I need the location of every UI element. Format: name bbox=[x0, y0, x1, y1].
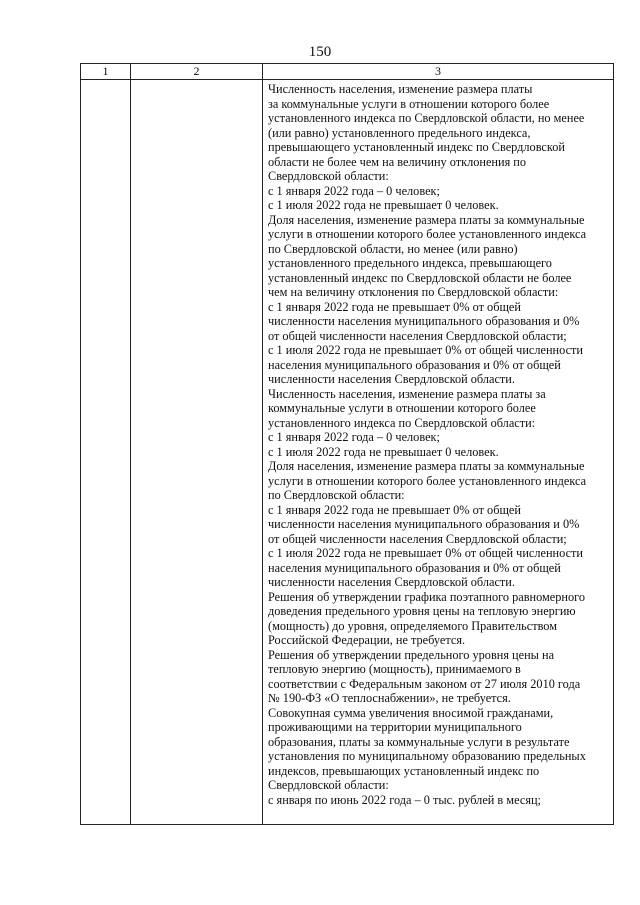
text-line: населения муниципального образования и 0% от общей bbox=[268, 560, 561, 575]
column-3-cell bbox=[263, 80, 614, 825]
text-line: установления по муниципальному образованию предельных bbox=[268, 749, 586, 763]
text-line: с 1 июля 2022 года не превышает 0% от общей численности bbox=[268, 343, 584, 357]
table-body-row bbox=[81, 80, 614, 825]
text-line: от общей численности населения Свердловской области; bbox=[268, 328, 567, 343]
text-line: с 1 января 2022 года не превышает 0% от общей bbox=[268, 502, 521, 517]
text-line: Совокупная сумма увеличения вносимой гражданами, bbox=[268, 705, 554, 720]
document-table bbox=[80, 63, 614, 825]
text-line: за коммунальные услуги в отношении которого более bbox=[268, 96, 550, 111]
text-line: образования, платы за коммунальные услуги в результате bbox=[268, 734, 570, 749]
text-line: по Свердловской области: bbox=[268, 488, 405, 502]
text-line: численности населения Свердловской области. bbox=[268, 575, 515, 589]
text-line: превышающего установленный индекс по Свердловской bbox=[268, 140, 565, 154]
column-header-1: 1 bbox=[81, 64, 131, 80]
column-header-3: 3 bbox=[263, 64, 614, 80]
text-line: с 1 января 2022 года не превышает 0% от общей bbox=[268, 299, 521, 314]
page-number: 150 bbox=[308, 44, 332, 60]
text-line: с января по июнь 2022 года – 0 тыс. рублей в месяц; bbox=[268, 792, 541, 807]
text-line: Численность населения, изменение размера платы за bbox=[268, 386, 546, 401]
text-line: населения муниципального образования и 0% от общей bbox=[268, 357, 561, 372]
column-1-cell bbox=[81, 80, 131, 825]
text-line: установленный индекс по Свердловской области не более bbox=[268, 270, 572, 285]
text-line: Свердловской области: bbox=[268, 169, 389, 183]
text-line: Свердловской области: bbox=[268, 778, 389, 792]
text-line: индексов, превышающих установленный индекс по bbox=[268, 763, 540, 778]
text-line: Доля населения, изменение размера платы за коммунальные bbox=[268, 459, 585, 473]
text-line: № 190-ФЗ «О теплоснабжении», не требуется. bbox=[268, 691, 511, 705]
text-line: коммунальные услуги в отношении которого более bbox=[268, 401, 536, 415]
text-line: тепловую энергию (мощность), принимаемого в bbox=[268, 662, 521, 676]
text-line: с 1 января 2022 года – 0 человек; bbox=[268, 430, 440, 444]
text-line: Решения об утверждении графика поэтапного равномерного bbox=[268, 589, 585, 604]
text-line: по Свердловской области, но менее (или равно) bbox=[268, 241, 518, 256]
text-line: Численность населения, изменение размера платы bbox=[268, 82, 533, 96]
text-line: чем на величину отклонения по Свердловской области: bbox=[268, 285, 559, 299]
text-line: численности населения муниципального образования и 0% bbox=[268, 314, 580, 328]
text-line: области не более чем на величину отклонения по bbox=[268, 154, 527, 169]
text-line: установленного индекса по Свердловской области: bbox=[268, 415, 536, 430]
text-line: от общей численности населения Свердловской области; bbox=[268, 531, 567, 546]
text-line: с 1 июля 2022 года не превышает 0% от общей численности bbox=[268, 546, 584, 560]
text-line: установленного индекса по Свердловской области, но менее bbox=[268, 111, 585, 125]
text-line: с 1 июля 2022 года не превышает 0 человек. bbox=[268, 444, 499, 459]
text-line: проживающими на территории муниципального bbox=[268, 720, 522, 734]
table-header-row bbox=[81, 64, 614, 80]
text-line: услуги в отношении которого более установленного индекса bbox=[268, 473, 587, 488]
text-line: установленного предельного индекса, превышающего bbox=[268, 256, 552, 270]
column-3-text bbox=[268, 82, 609, 807]
text-line: Доля населения, изменение размера платы за коммунальные bbox=[268, 212, 585, 227]
text-line: с 1 июля 2022 года не превышает 0 человек. bbox=[268, 198, 499, 212]
text-line: численности населения Свердловской области. bbox=[268, 372, 515, 386]
column-header-2: 2 bbox=[131, 64, 263, 80]
text-line: соответствии с Федеральным законом от 27 июля 2010 года bbox=[268, 676, 581, 691]
text-line: доведения предельного уровня цены на тепловую энергию bbox=[268, 604, 576, 618]
text-line: с 1 января 2022 года – 0 человек; bbox=[268, 183, 440, 198]
text-line: Решения об утверждении предельного уровня цены на bbox=[268, 647, 555, 662]
text-line: Российской Федерации, не требуется. bbox=[268, 633, 466, 647]
text-line: услуги в отношении которого более установленного индекса bbox=[268, 227, 587, 241]
column-2-cell bbox=[131, 80, 263, 825]
text-line: численности населения муниципального образования и 0% bbox=[268, 517, 580, 531]
text-line: (или равно) установленного предельного индекса, bbox=[268, 125, 531, 140]
text-line: (мощность) до уровня, определяемого Правительством bbox=[268, 618, 557, 633]
